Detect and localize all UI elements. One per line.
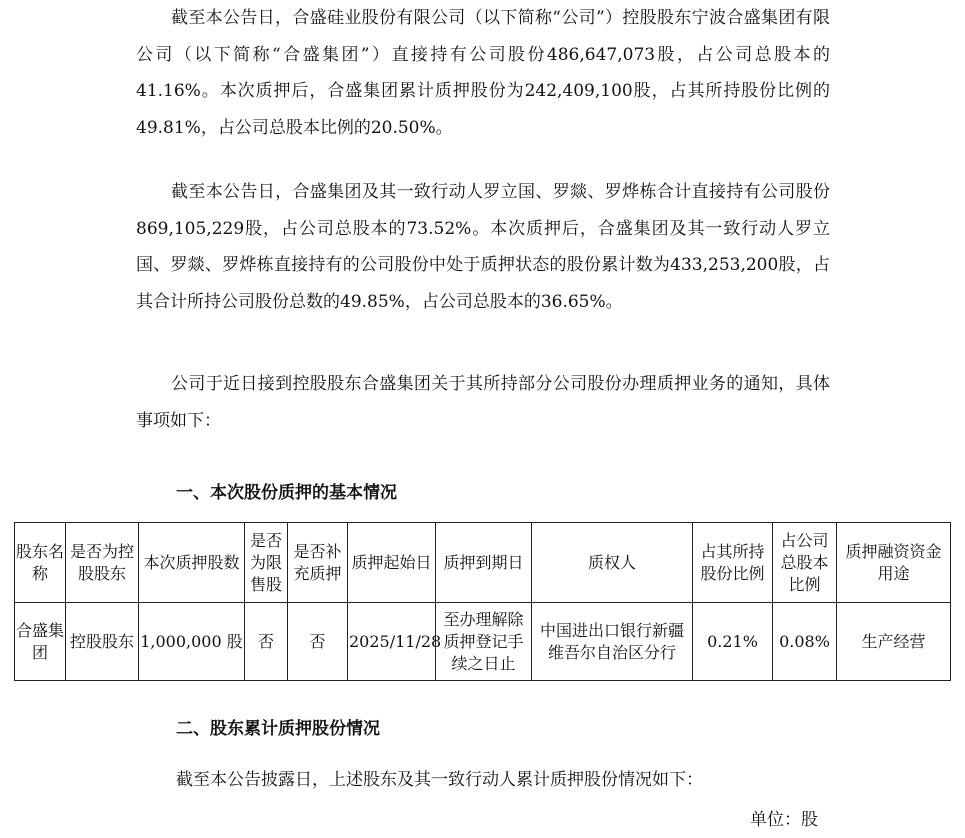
pledge-table bbox=[14, 522, 951, 681]
header-ratio-total: 占公司总股本比例 bbox=[773, 523, 837, 603]
cell-ratio-total: 0.08% bbox=[773, 603, 837, 681]
header-ratio-held: 占其所持股份比例 bbox=[693, 523, 773, 603]
header-pledgee: 质权人 bbox=[532, 523, 693, 603]
header-end-date: 质押到期日 bbox=[436, 523, 532, 603]
cell-shareholder-name: 合盛集团 bbox=[15, 603, 66, 681]
header-purpose: 质押融资资金用途 bbox=[837, 523, 951, 603]
header-pledged-shares: 本次质押股数 bbox=[139, 523, 245, 603]
paragraph-cumulative-intro: 截至本公告披露日，上述股东及其一致行动人累计质押股份情况如下： bbox=[176, 770, 703, 790]
cell-is-restricted: 否 bbox=[245, 603, 288, 681]
header-is-controlling: 是否为控股股东 bbox=[66, 523, 139, 603]
header-start-date: 质押起始日 bbox=[348, 523, 436, 603]
cell-pledgee: 中国进出口银行新疆维吾尔自治区分行 bbox=[532, 603, 693, 681]
cell-ratio-held: 0.21% bbox=[693, 603, 773, 681]
cell-is-supplementary: 否 bbox=[288, 603, 348, 681]
header-shareholder-name: 股东名称 bbox=[15, 523, 66, 603]
cell-is-controlling: 控股股东 bbox=[66, 603, 139, 681]
header-is-restricted: 是否为限售股 bbox=[245, 523, 288, 603]
cell-pledged-shares: 1,000,000 股 bbox=[139, 603, 245, 681]
paragraph-concert-parties: 截至本公告日，合盛集团及其一致行动人罗立国、罗燚、罗烨栋合计直接持有公司股份869,105,229股，占公司总股本的73.52%。本次质押后，合盛集团及其一致行动人罗立国、罗燚、罗烨栋直接持有的公司股份中处于质押状态的股份累计数为433,253,200股，占其合计所持公司股份总数的49.85%，占公司总股本的36.65%。 bbox=[136, 182, 830, 312]
table-row bbox=[15, 603, 951, 681]
section-title-basic-info: 一、本次股份质押的基本情况 bbox=[176, 483, 397, 503]
cell-end-date: 至办理解除质押登记手续之日止 bbox=[436, 603, 532, 681]
unit-label: 单位：股 bbox=[750, 810, 818, 830]
paragraph-notice: 公司于近日接到控股股东合盛集团关于其所持部分公司股份办理质押业务的通知，具体事项如下： bbox=[136, 374, 830, 431]
cell-start-date: 2025/11/28 bbox=[348, 603, 436, 681]
table-header-row bbox=[15, 523, 951, 603]
header-is-supplementary: 是否补充质押 bbox=[288, 523, 348, 603]
cell-purpose: 生产经营 bbox=[837, 603, 951, 681]
paragraph-pledge-summary: 截至本公告日，合盛硅业股份有限公司（以下简称“公司”）控股股东宁波合盛集团有限公司（以下简称“合盛集团”）直接持有公司股份486,647,073股，占公司总股本的41.16%。本次质押后，合盛集团累计质押股份为242,409,100股，占其所持股份比例的49.81%，占公司总股本比例的20.50%。 bbox=[136, 8, 830, 138]
section-title-cumulative: 二、股东累计质押股份情况 bbox=[176, 719, 380, 739]
